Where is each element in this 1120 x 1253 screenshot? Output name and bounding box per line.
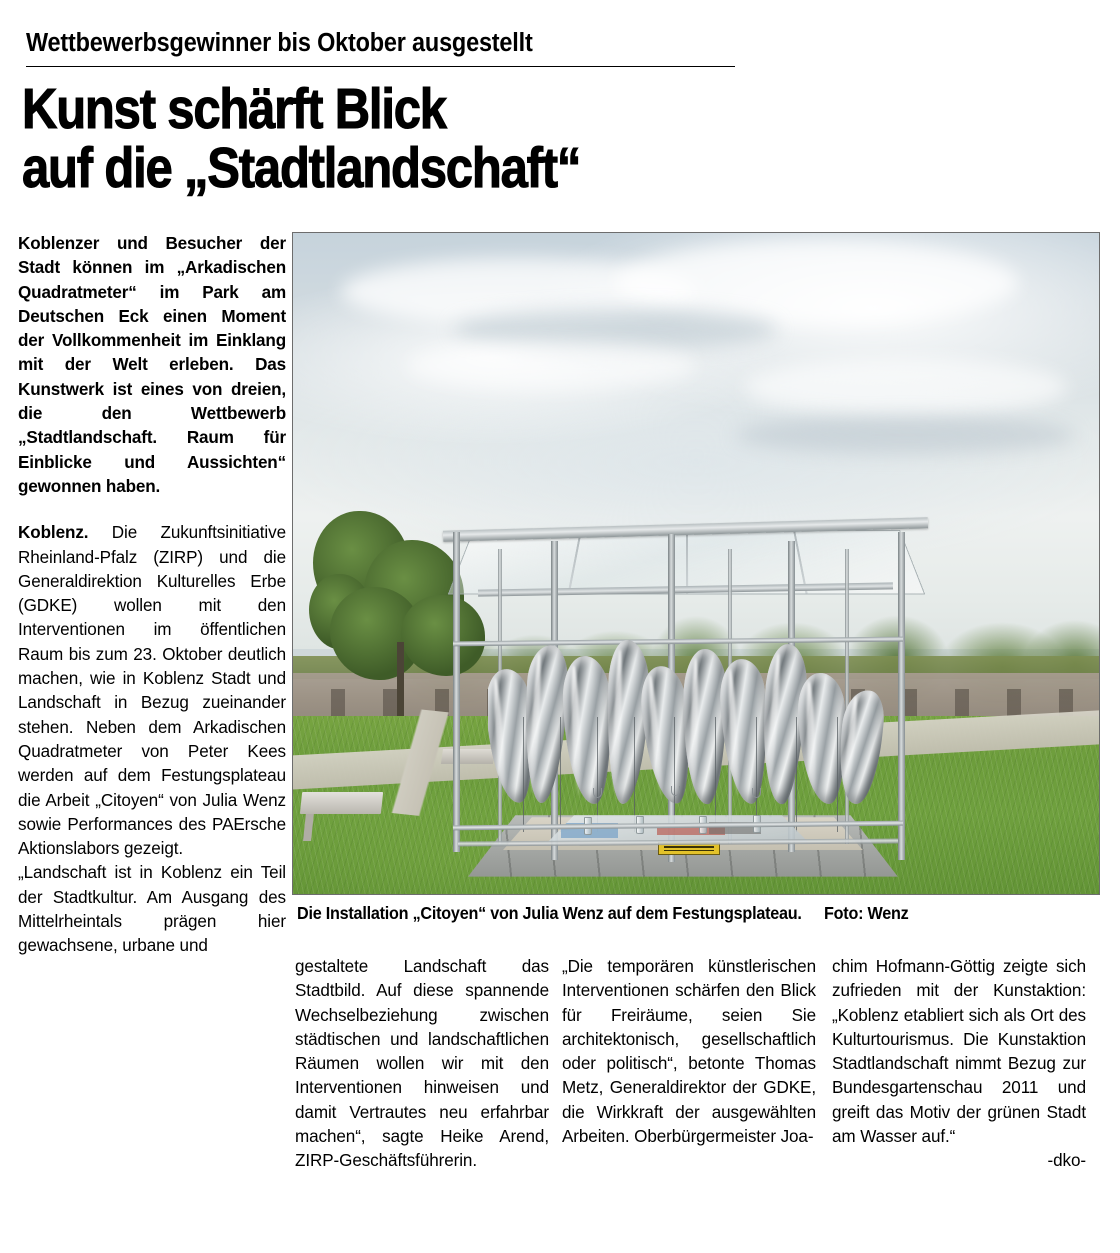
steel-post [453, 532, 460, 852]
article-column-1 [18, 232, 286, 959]
body-text-1: Die Zukunftsinitiative Rheinland-Pfalz (ZIRP) und die Generaldirektion Kulturelles Erbe (GDKE) wollen mit den Interventionen im öffentlichen Raum bis zum 23. Oktober deutlich machen, wie in Koblenz Stadt und Landschaft in Bezug zueinander stehen. Neben dem Arkadischen Quadratmeter von Peter Kees werden auf dem Festungsplateau die Arbeit „Citoyen“ von Julia Wenz sowie Performances des PAErsche Aktionslabors gezeigt. [18, 523, 286, 859]
body-paragraph-2: „Landschaft ist in Koblenz ein Teil der Stadtkultur. Am Ausgang des Mittelrheintals prägen hier gewachsene, urbane und [18, 863, 286, 956]
photo-credit: Foto: Wenz [824, 903, 909, 923]
photo-scene [293, 233, 1099, 894]
body-text-3: „Die temporären künstlerischen Interventionen schärfen den Blick für Freiräume, seien Sie architektonisch, gesellschaftlich oder politisch“, betonte Thomas Metz, Generaldirektor der GDKE, die Wirkkraft der ausgewählten Arbeiten. Oberbürgermeister Joa- [562, 957, 816, 1147]
article-column-2 [295, 955, 549, 1174]
article-kicker: Wettbewerbsgewinner bis Oktober ausgestellt [26, 29, 533, 57]
photo-caption [297, 903, 1041, 924]
article-column-3 [562, 955, 816, 1149]
park-bench [300, 792, 383, 814]
cloud [406, 341, 696, 391]
cloud [744, 358, 1066, 416]
body-text-4: chim Hofmann-Göttig zeigte sich zufrieden mit der Kunstaktion: „Koblenz etabliert sich als Ort des Kulturtourismus. Die Kunstaktion Stadtlandschaft nimmt Bezug zur Bundesgartenschau 2011 und greift das Motiv der grünen Stadt am Wasser auf.“ [832, 957, 1086, 1147]
lead-paragraph: Koblenzer und Besucher der Stadt können im „Arkadischen Quadratmeter“ im Park am Deutschen Eck einen Moment der Vollkommenheit im Einklang mit der Welt erleben. Das Kunstwerk ist eines von dreien, die den Wettbewerb „Stadtlandschaft. Raum für Einblicke und Aussichten“ gewonnen haben. [18, 234, 286, 496]
caption-text: Die Installation „Citoyen“ von Julia Wenz auf dem Festungsplateau. [297, 903, 802, 923]
suspension-wires [508, 717, 878, 832]
body-paragraph-1 [18, 521, 286, 861]
page-title [22, 77, 882, 201]
steel-post [898, 532, 905, 860]
headline-line-2: auf die „Stadtlandschaft“ [22, 136, 581, 201]
article-column-4 [832, 955, 1086, 1174]
article-photo [292, 232, 1100, 895]
byline-text: -dko- [1047, 1151, 1086, 1171]
body-text-2: gestaltete Landschaft das Stadtbild. Auf diese spannende Wechselbeziehung zwischen städtischen und landschaftlichen Räumen wollen wir mit den Interventionen hinweisen und damit Vertrautes neu erfahrbar machen“, sagte Heike Arend, ZIRP-Geschäftsführerin. [295, 957, 549, 1171]
kicker-divider [26, 66, 735, 67]
citoyen-installation [438, 471, 938, 881]
cloud [736, 416, 1075, 453]
dateline: Koblenz. [18, 523, 89, 543]
headline-line-1: Kunst schärft Blick [22, 77, 446, 141]
